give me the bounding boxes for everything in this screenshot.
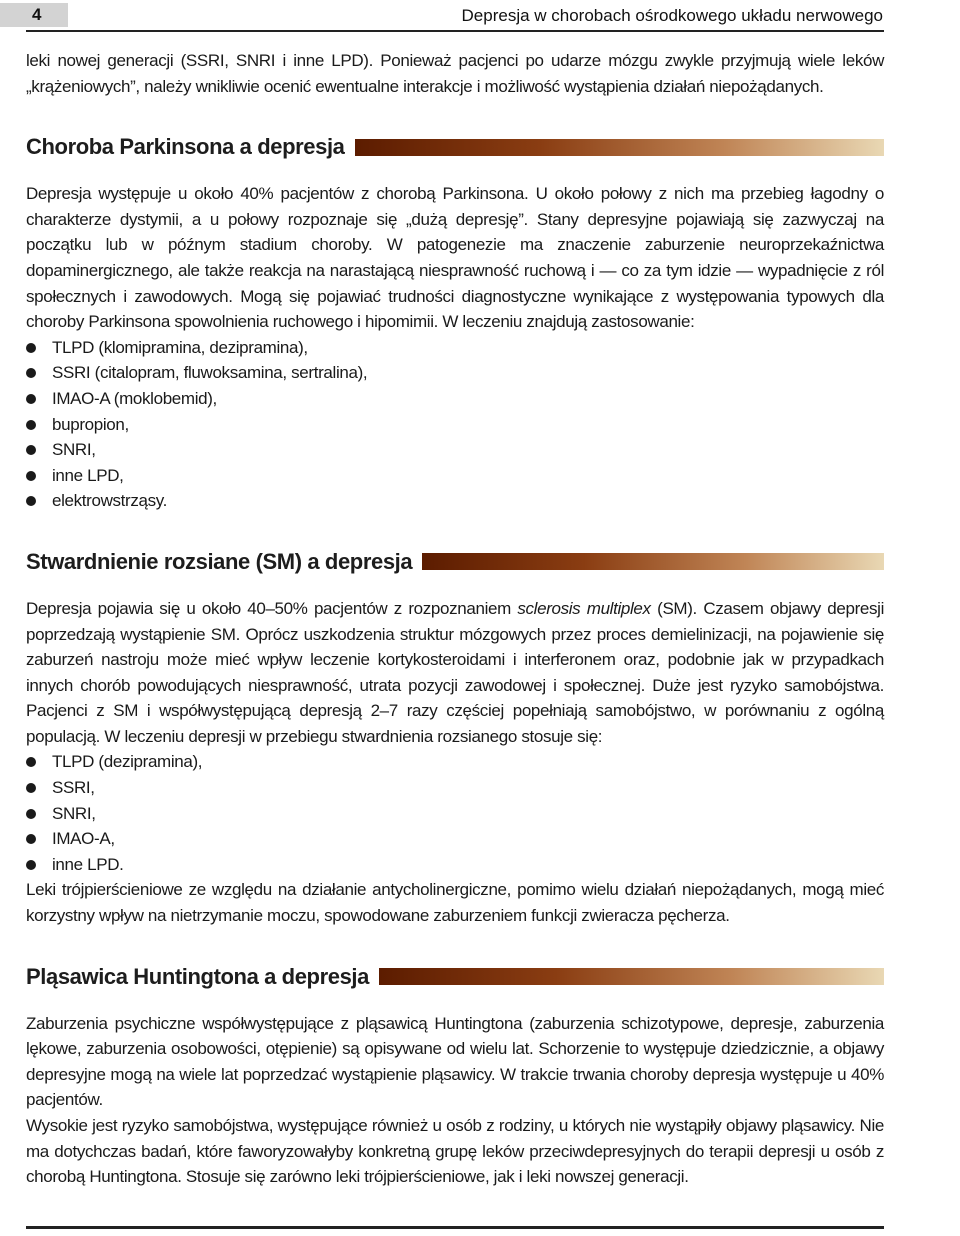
sm-treatment-list (26, 749, 884, 877)
bullet-icon (26, 394, 36, 404)
header-rule (26, 30, 884, 32)
section-gradient-bar (422, 553, 884, 570)
huntington-paragraph: Zaburzenia psychiczne współwystępujące z pląsawicą Huntingtona (zaburzenia schizotypowe, depresje, zaburzenia lękowe, zaburzenia osobowości, otępienie) są opisywane od wielu lat. Schorzenie to występuje dziedzicznie, a objawy depresyjne mogą na wiele lat poprzedzać wystąpienie pląsawicy. W trakcie trwania choroby depresja występuje u 40% pacjentów. (26, 1013, 884, 1110)
page-content (26, 48, 884, 1190)
list-item: SSRI, (26, 775, 884, 801)
bullet-icon (26, 471, 36, 481)
list-item: SSRI (citalopram, fluwoksamina, sertralina), (26, 360, 884, 386)
parkinson-treatment-list (26, 335, 884, 514)
page-number-box (0, 3, 68, 27)
section-gradient-bar (379, 968, 884, 985)
sm-paragraph: Depresja pojawia się u około 40–50% pacjentów z rozpoznaniem sclerosis multiplex (SM). Czasem objawy depresji poprzedzają wystąpienie SM. Oprócz uszkodzenia struktur mózgowych przez proces demielinizacji, na pojawienie się zaburzeń nastroju może mieć wpływ leczenie kortykosteroidami i interferonem oraz, podobnie jak w przypadkach innych chorób powodujących niesprawność, utrata pozycji zawodowej i społecznej. Duże jest ryzyko samobójstwa. Pacjenci z SM i współwystępującą depresją 2–7 razy częściej popełniają samobójstwo, w porównaniu z ogólną populacją. W leczeniu depresji w przebiegu stwardnienia rozsianego stosuje się: (26, 598, 884, 746)
list-item: elektrowstrząsy. (26, 488, 884, 514)
latin-term: sclerosis multiplex (517, 598, 651, 618)
page-header (0, 0, 960, 40)
bullet-icon (26, 834, 36, 844)
list-item: IMAO-A, (26, 826, 884, 852)
bullet-icon (26, 368, 36, 378)
section-gradient-bar (355, 139, 884, 156)
section-title: Pląsawica Huntingtona a depresja (26, 963, 369, 989)
bullet-icon (26, 783, 36, 793)
huntington-paragraph-2: Wysokie jest ryzyko samobójstwa, występujące również u osób z rodziny, u których nie wystąpiły objawy pląsawicy. Nie ma dotychczas badań, które faworyzowałyby konkretną grupę leków przeciwdepresyjnych do terapii depresji u osób z chorobą Huntingtona. Stosuje się zarówno leki trójpierścieniowe, jak i leki nowszej generacji. (26, 1116, 884, 1187)
section-title: Choroba Parkinsona a depresja (26, 134, 345, 160)
list-item: inne LPD. (26, 852, 884, 878)
bullet-icon (26, 860, 36, 870)
list-item: TLPD (klomipramina, dezipramina), (26, 335, 884, 361)
section-heading-parkinson (26, 132, 884, 162)
sm-closing-paragraph: Leki trójpierścieniowe ze względu na działanie antycholinergiczne, pomimo wielu działań niepożądanych, mogą mieć korzystny wpływ na nietrzymanie moczu, spowodowane zaburzeniem funkcji zwieracza pęcherza. (26, 880, 884, 926)
parkinson-paragraph: Depresja występuje u około 40% pacjentów z chorobą Parkinsona. U około połowy z nich ma przebieg łagodny o charakterze dystymii, a u połowy rozpoznaje się „dużą depresję”. Stany depresyjne pojawiają się zazwyczaj na początku lub w późnym stadium choroby. W patogenezie ma znaczenie zaburzenie neuroprzekaźnictwa dopaminergicznego, ale także reakcja na narastającą niesprawność ruchową i — co za tym idzie — wypadnięcie z ról społecznych i zawodowych. Mogą się pojawiać trudności diagnostyczne wynikające z występowania typowych dla choroby Parkinsona spowolnienia ruchowego i hipomimii. W leczeniu znajdują zastosowanie: (26, 184, 884, 332)
bullet-icon (26, 420, 36, 430)
running-title: Depresja w chorobach ośrodkowego układu nerwowego (461, 6, 883, 25)
intro-paragraph: leki nowej generacji (SSRI, SNRI i inne LPD). Ponieważ pacjenci po udarze mózgu zwykle przyjmują wiele leków „krążeniowych”, należy wnikliwie ocenić ewentualne interakcje i możliwość wystąpienia działań niepożądanych. (26, 51, 884, 96)
footer-rule (26, 1226, 884, 1229)
bullet-icon (26, 343, 36, 353)
bullet-icon (26, 809, 36, 819)
page-number: 4 (32, 5, 42, 24)
bullet-icon (26, 445, 36, 455)
section-heading-sm (26, 547, 884, 577)
bullet-icon (26, 757, 36, 767)
list-item: TLPD (dezipramina), (26, 749, 884, 775)
list-item: SNRI, (26, 801, 884, 827)
list-item: IMAO-A (moklobemid), (26, 386, 884, 412)
section-title: Stwardnienie rozsiane (SM) a depresja (26, 548, 413, 574)
list-item: SNRI, (26, 437, 884, 463)
section-heading-huntington (26, 962, 884, 992)
list-item: bupropion, (26, 412, 884, 438)
bullet-icon (26, 496, 36, 506)
list-item: inne LPD, (26, 463, 884, 489)
